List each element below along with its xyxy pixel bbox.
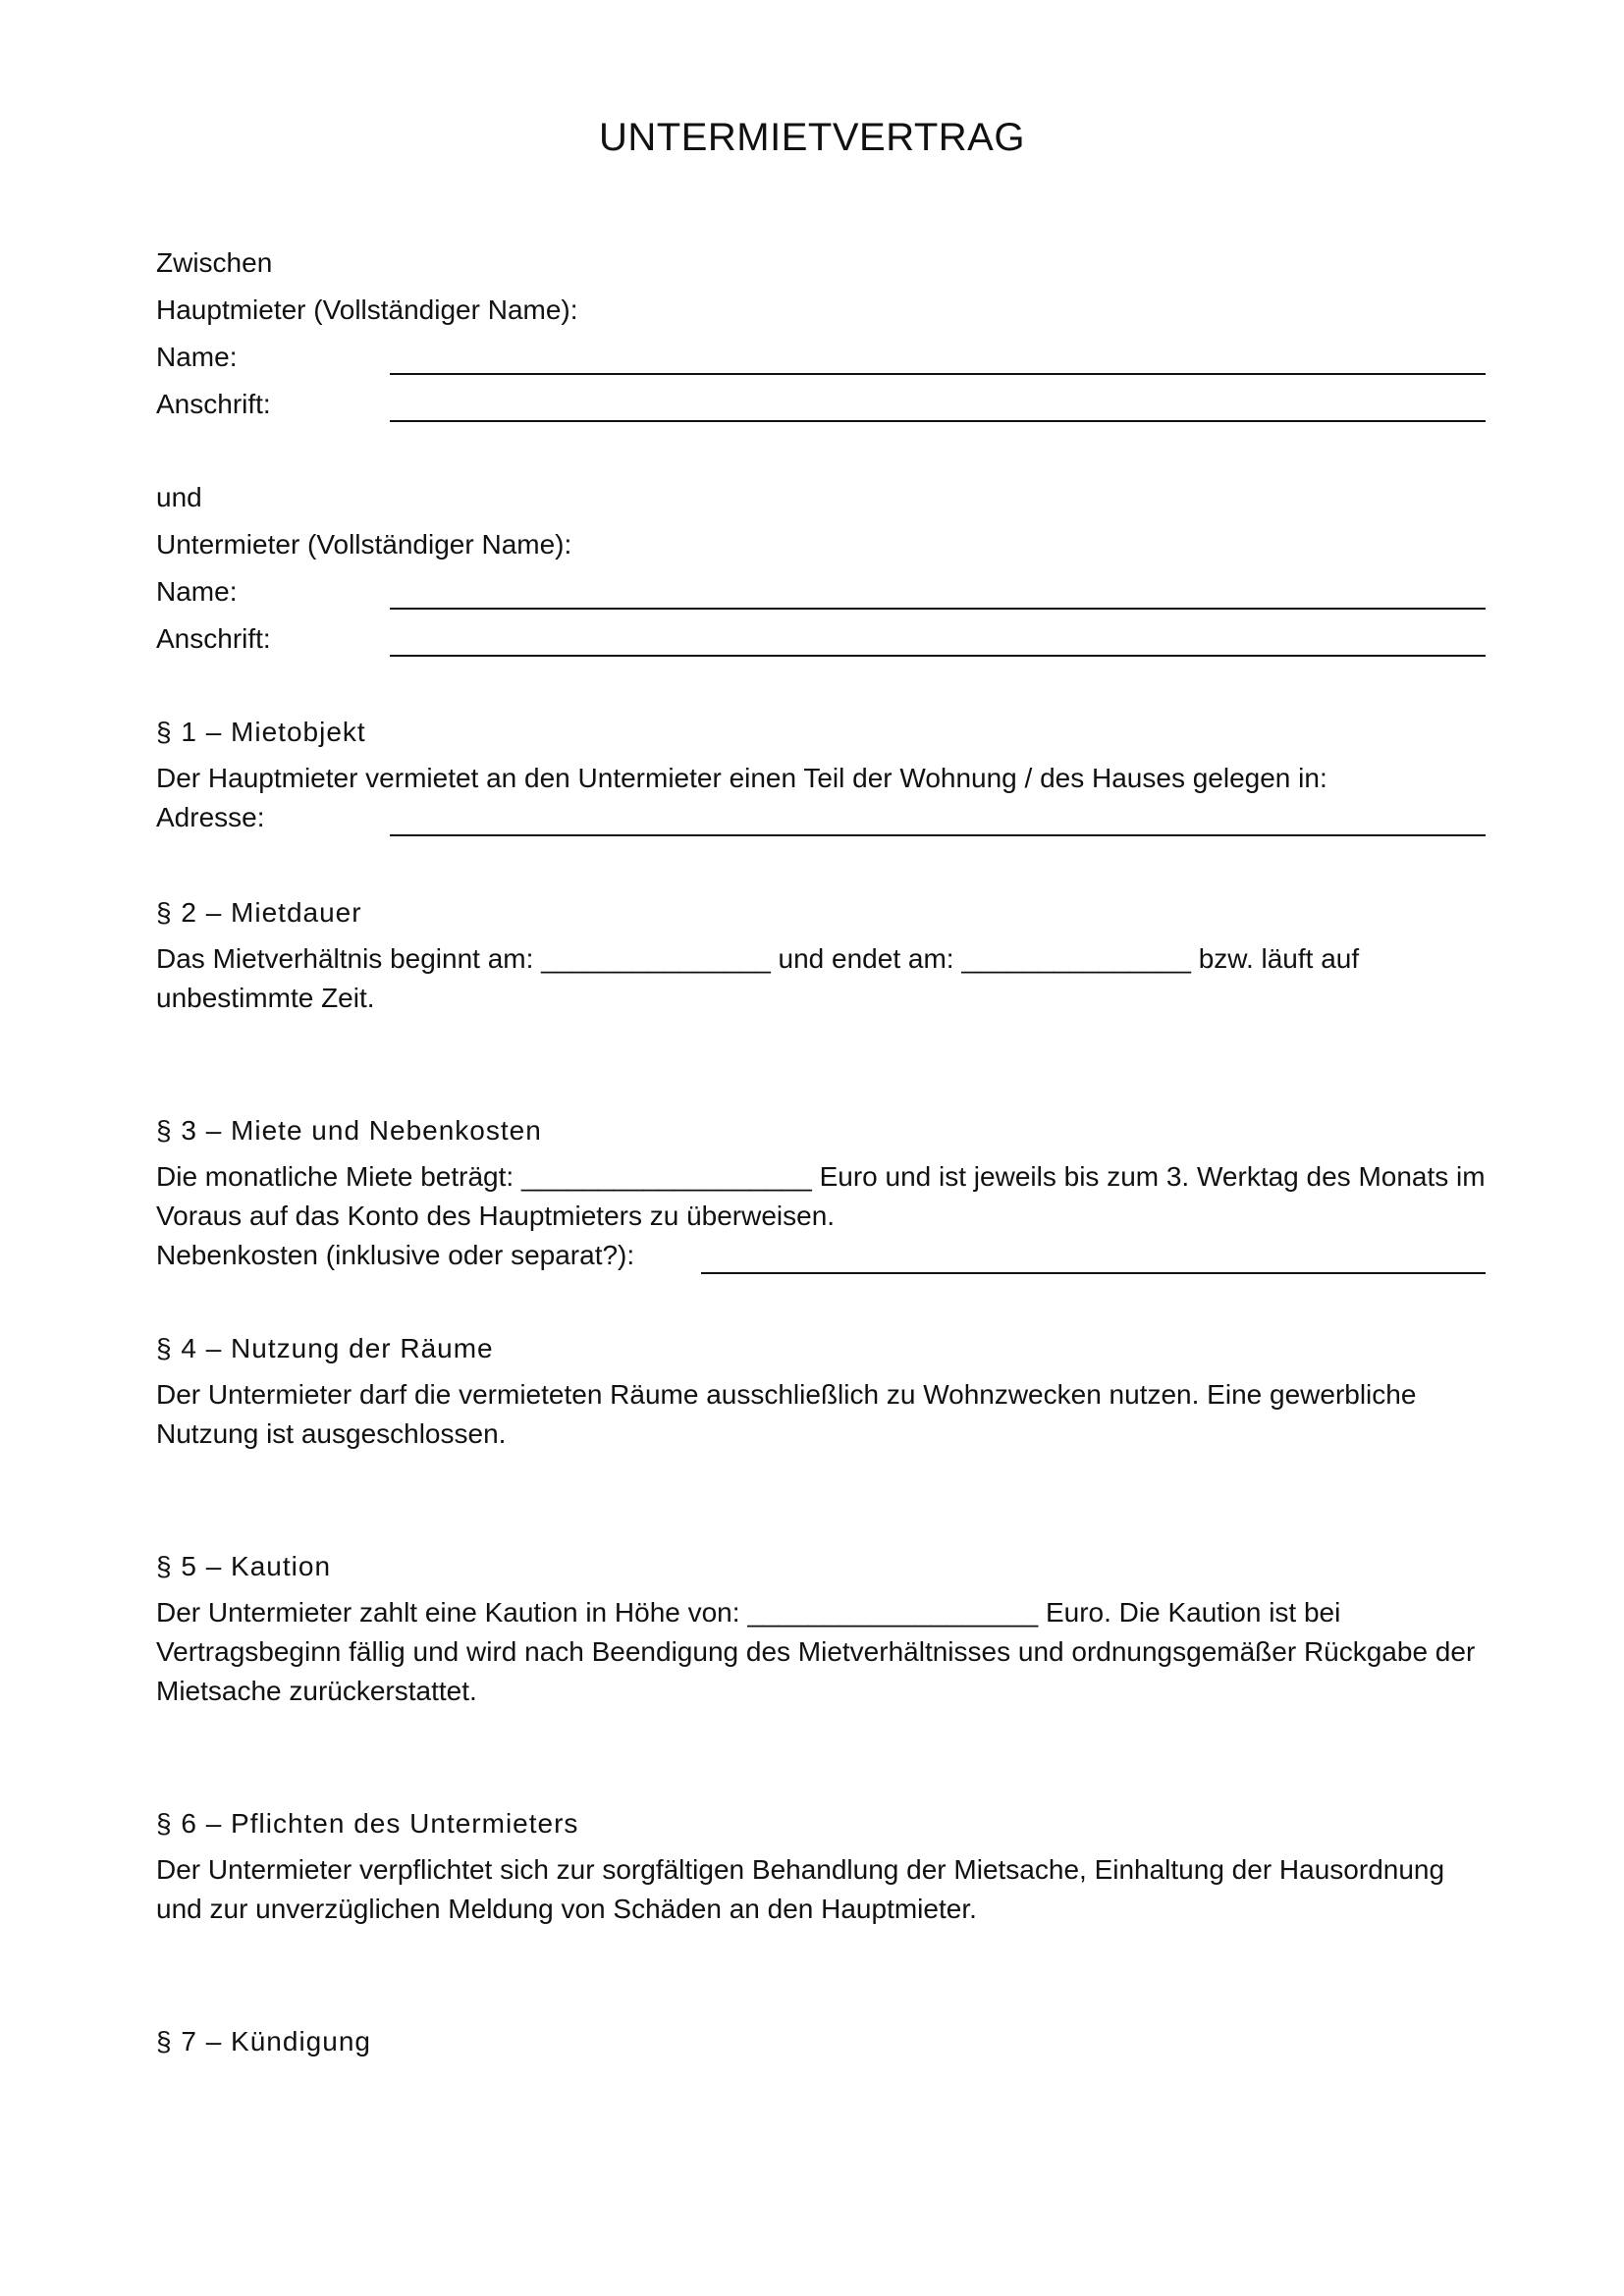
- subtenant-heading: Untermieter (Vollständiger Name):: [156, 529, 572, 560]
- section-5-text: Der Untermieter zahlt eine Kaution in Höhe von: ___________________ Euro. Die Kaution ist bei Vertragsbeginn fällig und wird nach Beendigung des Mietverhältnisses und ordnungsgemäßer Rückgabe der Mietsache zurückerstattet.: [156, 1597, 1476, 1706]
- section-1-address-label: Adresse:: [156, 802, 265, 832]
- main-tenant-heading: Hauptmieter (Vollständiger Name):: [156, 294, 578, 325]
- subtenant-address-label: Anschrift:: [156, 623, 271, 654]
- subtenant-name-label: Name:: [156, 576, 238, 607]
- section-6-heading: § 6 – Pflichten des Untermieters: [156, 1808, 579, 1839]
- section-4-heading: § 4 – Nutzung der Räume: [156, 1333, 494, 1363]
- parties-connector: und: [156, 482, 202, 512]
- section-2-heading: § 2 – Mietdauer: [156, 897, 362, 928]
- section-3-text: Die monatliche Miete beträgt: ___________________ Euro und ist jeweils bis zum 3. Werktag des Monats im Voraus auf das Konto des Hauptmieters zu überweisen.: [156, 1161, 1486, 1231]
- section-4-text: Der Untermieter darf die vermieteten Räume ausschließlich zu Wohnzwecken nutzen. Eine gewerbliche Nutzung ist ausgeschlossen.: [156, 1379, 1417, 1449]
- section-1-heading: § 1 – Mietobjekt: [156, 717, 366, 747]
- section-2-text: Das Mietverhältnis beginnt am: _______________ und endet am: _______________ bzw. läuft auf unbestimmte Zeit.: [156, 943, 1360, 1013]
- section-7-heading: § 7 – Kündigung: [156, 2026, 371, 2056]
- subtenant-address-line[interactable]: [390, 655, 1486, 657]
- section-1-address-line[interactable]: [390, 834, 1486, 836]
- main-tenant-address-line[interactable]: [390, 420, 1486, 422]
- section-1-text: Der Hauptmieter vermietet an den Untermieter einen Teil der Wohnung / des Hauses gelegen in:: [156, 763, 1327, 793]
- section-3-extra-line[interactable]: [701, 1272, 1486, 1274]
- document-title: UNTERMIETVERTRAG: [599, 116, 1025, 159]
- section-3-extra-label: Nebenkosten (inklusive oder separat?):: [156, 1240, 635, 1270]
- main-tenant-name-line[interactable]: [390, 373, 1486, 375]
- main-tenant-address-label: Anschrift:: [156, 389, 271, 419]
- section-3-heading: § 3 – Miete und Nebenkosten: [156, 1115, 542, 1146]
- parties-intro: Zwischen: [156, 247, 273, 278]
- section-6-text: Der Untermieter verpflichtet sich zur sorgfältigen Behandlung der Mietsache, Einhaltung der Hausordnung und zur unverzüglichen Meldung von Schäden an den Hauptmieter.: [156, 1854, 1445, 1924]
- subtenant-name-line[interactable]: [390, 608, 1486, 610]
- main-tenant-name-label: Name:: [156, 342, 238, 372]
- section-5-heading: § 5 – Kaution: [156, 1551, 332, 1581]
